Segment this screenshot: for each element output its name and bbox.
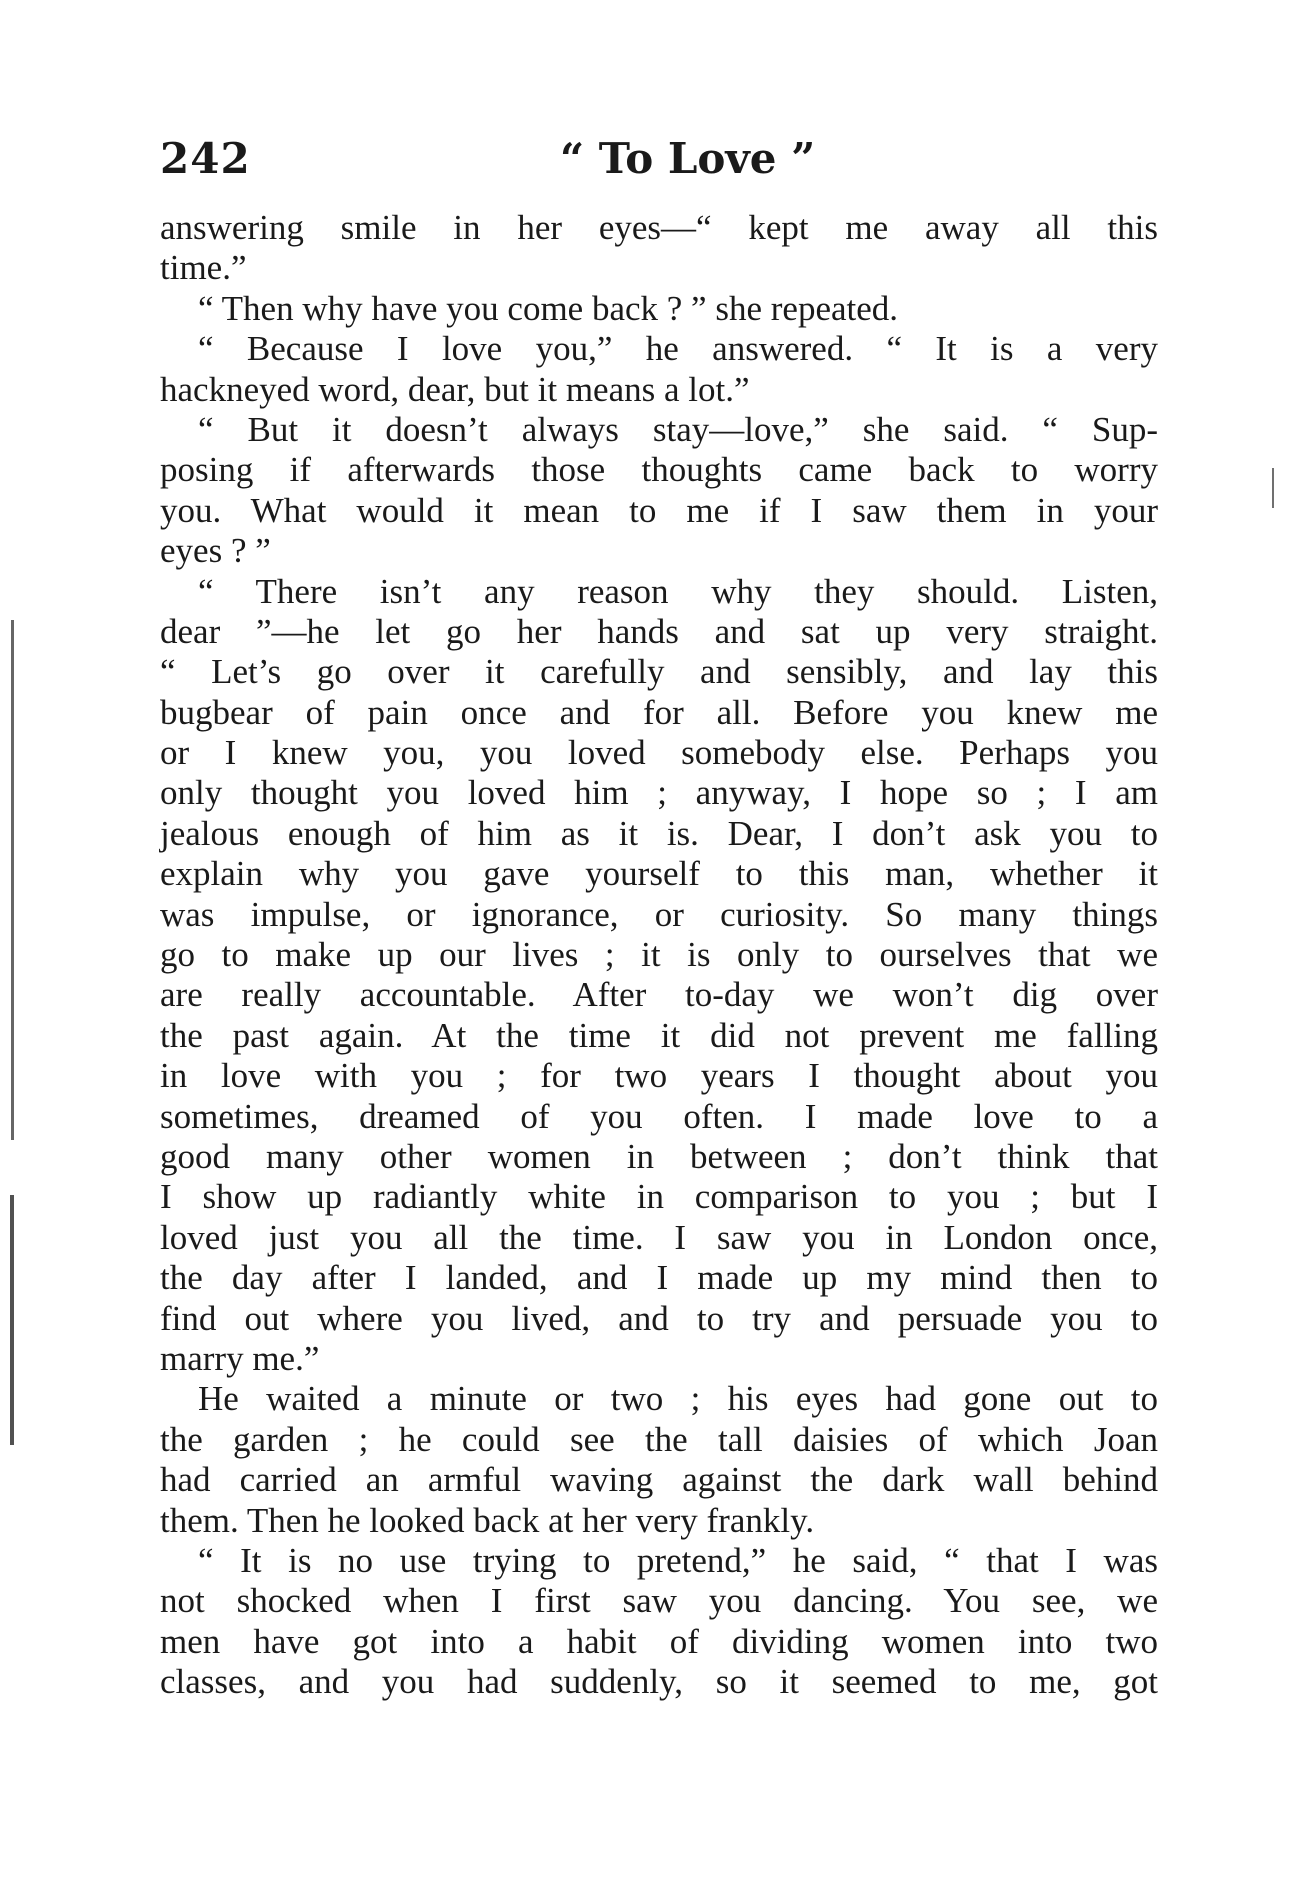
text-line: “ But it doesn’t always stay—love,” she said. “ Sup- — [198, 409, 1158, 449]
text-line: time.” — [160, 248, 247, 288]
running-title: “ To Love ” — [560, 134, 816, 183]
text-line: “ Let’s go over it carefully and sensibly, and lay this — [160, 652, 1158, 692]
text-line: I show up radiantly white in comparison to you ; but I — [160, 1177, 1158, 1217]
text-line: explain why you gave yourself to this man, whether it — [160, 854, 1158, 894]
text-line: had carried an armful waving against the dark wall behind — [160, 1460, 1158, 1500]
text-line: the past again. At the time it did not prevent me falling — [160, 1015, 1158, 1055]
scan-margin-mark — [10, 1195, 14, 1445]
page-number: 242 — [160, 134, 251, 183]
text-line: eyes ? ” — [160, 531, 271, 571]
text-line: sometimes, dreamed of you often. I made love to a — [160, 1096, 1158, 1136]
text-line: “ Then why have you come back ? ” she repeated. — [198, 288, 899, 328]
text-line: in love with you ; for two years I thought about you — [160, 1056, 1158, 1096]
text-line: hackneyed word, dear, but it means a lot.” — [160, 369, 750, 409]
text-line: go to make up our lives ; it is only to ourselves that we — [160, 935, 1158, 975]
text-line: marry me.” — [160, 1338, 320, 1378]
text-line: bugbear of pain once and for all. Before you knew me — [160, 692, 1158, 732]
text-line: men have got into a habit of dividing women into two — [160, 1621, 1158, 1661]
text-line: answering smile in her eyes—“ kept me away all this — [160, 208, 1158, 247]
text-line: the garden ; he could see the tall daisies of which Joan — [160, 1419, 1158, 1459]
page-header — [160, 134, 1160, 194]
text-line: “ Because I love you,” he answered. “ It is a very — [198, 329, 1158, 369]
text-line: “ There isn’t any reason why they should. Listen, — [198, 571, 1158, 611]
text-line: good many other women in between ; don’t think that — [160, 1136, 1158, 1176]
text-line: or I knew you, you loved somebody else. Perhaps you — [160, 733, 1158, 773]
body-text — [160, 208, 1158, 1702]
text-line: posing if afterwards those thoughts came back to worry — [160, 450, 1158, 490]
text-line: are really accountable. After to-day we won’t dig over — [160, 975, 1158, 1015]
text-line: classes, and you had suddenly, so it seemed to me, got — [160, 1662, 1158, 1702]
text-line: you. What would it mean to me if I saw them in your — [160, 490, 1158, 530]
text-line: them. Then he looked back at her very frankly. — [160, 1500, 815, 1540]
text-line: jealous enough of him as it is. Dear, I don’t ask you to — [160, 813, 1158, 853]
text-line: “ It is no use trying to pretend,” he said, “ that I was — [198, 1540, 1158, 1580]
text-line: only thought you loved him ; anyway, I hope so ; I am — [160, 773, 1158, 813]
text-line: was impulse, or ignorance, or curiosity. So many things — [160, 894, 1158, 934]
text-line: He waited a minute or two ; his eyes had gone out to — [198, 1379, 1158, 1419]
text-line: loved just you all the time. I saw you in London once, — [160, 1217, 1158, 1257]
text-line: dear ”—he let go her hands and sat up very straight. — [160, 611, 1158, 651]
scan-margin-mark — [1272, 468, 1274, 508]
text-line: not shocked when I first saw you dancing. You see, we — [160, 1581, 1158, 1621]
scan-margin-mark — [11, 620, 14, 1140]
text-line: the day after I landed, and I made up my mind then to — [160, 1258, 1158, 1298]
text-line: find out where you lived, and to try and persuade you to — [160, 1298, 1158, 1338]
